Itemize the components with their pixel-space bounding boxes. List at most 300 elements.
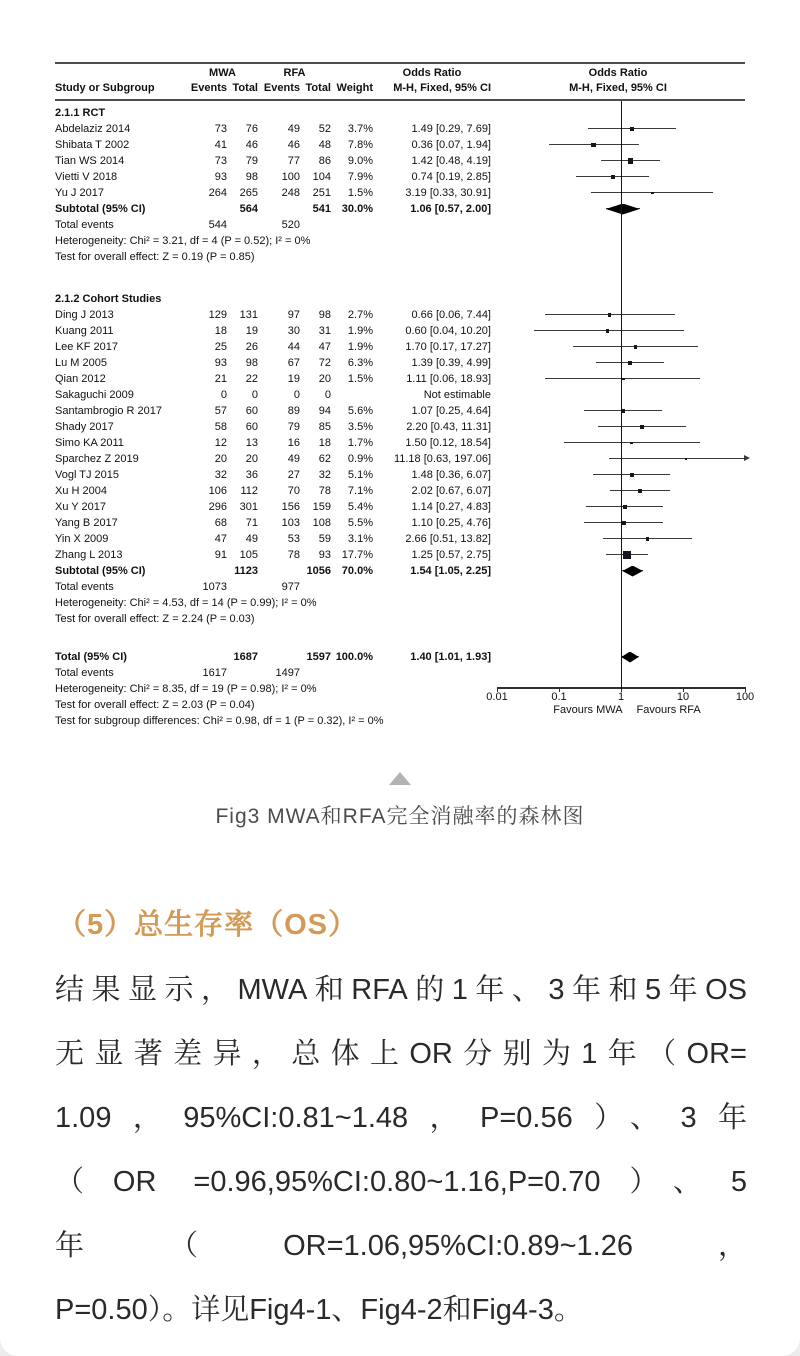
or-ci-text: 11.18 [0.63, 197.06] [393,453,491,465]
col-odds-ratio-plot: Odds Ratio [588,67,648,79]
rfa-total: 85 [318,421,331,433]
rfa-events: 97 [287,309,300,321]
mwa-events: 93 [214,171,227,183]
mwa-total: 49 [245,533,258,545]
rfa-events: 100 [281,171,300,183]
rfa-total: 62 [318,453,331,465]
rfa-events: 156 [281,501,300,513]
weight-value: 7.8% [347,139,373,151]
plot-cell [491,595,745,611]
col-odds-ratio: Odds Ratio [402,67,462,79]
plot-cell [491,105,745,121]
total-row [55,649,745,665]
study-row [55,169,745,185]
study-row [55,355,745,371]
or-ci-text: 1.70 [0.17, 17.27] [405,341,491,353]
ci-line [534,330,683,331]
mwa-total: 46 [245,139,258,151]
weight-value: 17.7% [341,549,373,561]
mwa-events: 68 [214,517,227,529]
or-ci-text: 1.48 [0.36, 6.07] [411,469,491,481]
rfa-events: 49 [287,123,300,135]
rfa-events: 19 [287,373,300,385]
weight-value: 1.5% [347,373,373,385]
mwa-total: 20 [245,453,258,465]
body-paragraph [55,958,747,1342]
col-group-mwa: MWA [209,67,236,79]
mwa-total: 26 [245,341,258,353]
rfa-total: 78 [318,485,331,497]
or-ci-text: 1.07 [0.25, 4.64] [411,405,491,417]
or-ci-text: 2.20 [0.43, 11.31] [406,421,491,433]
figure-caption: Fig3 MWA和RFA完全消融率的森林图 [215,805,585,828]
study-label: Vietti V 2018 [55,171,118,183]
rfa-events: 89 [287,405,300,417]
study-label: Kuang 2011 [55,325,114,337]
weight-value: 3.5% [347,421,373,433]
rfa-total: 1056 [306,565,331,577]
rfa-events: 27 [287,469,300,481]
mwa-events: 20 [214,453,227,465]
point-estimate-marker [630,127,634,131]
mwa-events: 47 [214,533,227,545]
subgroup-label: 2.1.2 Cohort Studies [55,293,162,305]
mwa-total [227,217,258,233]
rfa-events: 53 [287,533,300,545]
mwa-total: 76 [245,123,258,135]
summary-diamond [621,652,638,663]
col-study-subgroup: Study or Subgroup [55,82,155,94]
point-estimate-marker [606,329,609,332]
weight-value: 5.5% [347,517,373,529]
weight-value: 7.1% [347,485,373,497]
weight-value: 6.3% [347,357,373,369]
or-ci-text: 1.54 [1.05, 2.25] [410,565,491,577]
mwa-total [227,579,258,595]
note-row [55,233,745,249]
plot-cell [491,355,745,371]
study-label: Tian WS 2014 [55,155,125,167]
plot-cell [491,217,745,233]
study-label: Shady 2017 [55,421,114,433]
mwa-total: 1123 [234,565,258,577]
plot-cell [491,291,745,307]
rfa-total: 159 [312,501,331,513]
rfa-events: 103 [281,517,300,529]
plot-cell [491,323,745,339]
plot-cell [491,579,745,595]
paragraph-line: 结果显示，MWA和RFA的1年、3年和5年OS [55,974,747,1006]
col-weight: Weight [336,82,373,94]
point-estimate-marker [634,345,637,348]
rfa-events: 248 [281,187,300,199]
study-label: Yang B 2017 [55,517,118,529]
axis-tick-label: 10 [676,691,690,703]
study-row [55,403,745,419]
or-ci-text [373,579,491,595]
axis-tick-label: 1 [617,691,625,703]
weight-value: 5.1% [347,469,373,481]
point-estimate-marker [623,505,627,509]
rfa-events: 30 [287,325,300,337]
mwa-total: 105 [239,549,258,561]
weight-value: 3.1% [347,533,373,545]
study-label: Qian 2012 [55,373,106,385]
study-label: Lu M 2005 [55,357,107,369]
mwa-total: 265 [239,187,258,199]
mwa-events: 93 [214,357,227,369]
point-estimate-marker [685,458,688,461]
mwa-events: 73 [214,155,227,167]
mwa-events: 21 [214,373,227,385]
or-ci-text: 1.50 [0.12, 18.54] [405,437,491,449]
mwa-events: 296 [208,501,227,513]
plot-cell [491,451,745,467]
rfa-events: 67 [287,357,300,369]
mwa-total: 60 [245,405,258,417]
study-row [55,451,745,467]
events-row [55,579,745,595]
study-label: Sakaguchi 2009 [55,389,134,401]
rfa-total: 94 [318,405,331,417]
mwa-total: 564 [239,203,258,215]
weight-value: 7.9% [347,171,373,183]
study-row [55,339,745,355]
rfa-events: 46 [287,139,300,151]
col-group-rfa: RFA [283,67,306,79]
col-events-mwa: Events [190,82,227,94]
or-ci-text: 1.49 [0.29, 7.69] [411,123,491,135]
rfa-total: 251 [312,187,331,199]
study-row [55,371,745,387]
study-label: Total events [55,219,114,231]
study-row [55,483,745,499]
or-ci-text: 1.10 [0.25, 4.76] [411,517,491,529]
study-label: Abdelaziz 2014 [55,123,131,135]
weight-value: 1.9% [347,341,373,353]
plot-cell [491,121,745,137]
or-ci-text: 0.36 [0.07, 1.94] [411,139,491,151]
weight-value: 70.0% [341,565,373,577]
or-ci-text [373,665,491,681]
or-ci-text [373,217,491,233]
summary-diamond [606,204,640,215]
plot-cell [491,249,745,265]
weight-value: 2.7% [347,309,373,321]
mwa-total: 19 [245,325,258,337]
favours-labels [553,704,700,716]
mwa-total: 60 [245,421,258,433]
arrow-right-icon [744,455,750,461]
events-row [55,665,745,681]
col-total-rfa: Total [305,82,331,94]
rfa-total: 59 [318,533,331,545]
point-estimate-marker [628,361,632,365]
mwa-total: 1687 [233,651,258,663]
mwa-events: 57 [214,405,227,417]
mwa-events: 18 [214,325,227,337]
weight-value: 3.7% [347,123,373,135]
subtotal-row [55,201,745,217]
study-label: Shibata T 2002 [55,139,130,151]
plot-cell [491,611,745,627]
study-row [55,435,745,451]
plot-cell [491,185,745,201]
plot-cell [491,153,745,169]
summary-diamond [622,566,643,577]
plot-cell [491,419,745,435]
study-row [55,531,745,547]
or-ci-text: 2.66 [0.51, 13.82] [405,533,491,545]
rfa-events: 16 [287,437,300,449]
rfa-total [300,665,331,681]
mwa-events [187,201,227,217]
mwa-total: 112 [240,485,258,497]
rfa-events: 1497 [275,667,300,679]
study-label: Lee KF 2017 [55,341,118,353]
point-estimate-marker [591,143,596,148]
weight-value [331,387,373,403]
plot-cell [491,649,745,665]
col-total-mwa: Total [232,82,258,94]
mwa-total: 98 [245,171,258,183]
or-ci-text: 1.42 [0.48, 4.19] [411,155,491,167]
rfa-events: 520 [281,219,300,231]
stats-text: Test for overall effect: Z = 2.03 (P = 0.04) [55,699,255,711]
note-row [55,595,745,611]
weight-value: 5.4% [347,501,373,513]
rfa-events: 70 [287,485,300,497]
plot-cell [491,201,745,217]
study-row [55,547,745,563]
plot-cell [491,483,745,499]
subtotal-row [55,563,745,579]
collapse-triangle-icon[interactable] [389,772,411,785]
weight-value: 1.5% [347,187,373,199]
or-ci-text: 0.60 [0.04, 10.20] [405,325,491,337]
study-row [55,419,745,435]
plot-cell [491,169,745,185]
study-label: Total events [55,581,114,593]
group-row [55,291,745,307]
paragraph-line: 1.09，95%CI:0.81~1.48，P=0.56）、3年 [55,1102,747,1134]
mwa-events: 264 [208,187,227,199]
study-label: Xu H 2004 [55,485,107,497]
point-estimate-marker [623,551,630,558]
forest-plot-figure [55,62,755,729]
rfa-events: 78 [287,549,300,561]
rfa-total: 0 [324,389,331,401]
mwa-events: 1617 [202,667,227,679]
mwa-events: 129 [208,309,227,321]
weight-value: 1.9% [347,325,373,337]
plot-cell [491,137,745,153]
paragraph-line: P=0.50）。详见Fig4-1、Fig4-2和Fig4-3。 [55,1294,583,1326]
weight-value [331,665,373,681]
mwa-events: 106 [208,485,227,497]
point-estimate-marker [622,378,625,381]
study-row [55,323,745,339]
mwa-total [227,665,258,681]
study-label: Santambrogio R 2017 [55,405,163,417]
rfa-events: 49 [287,453,300,465]
rfa-total: 98 [318,309,331,321]
point-estimate-marker [630,473,634,477]
rfa-total [300,217,331,233]
study-label: Total (95% CI) [55,651,127,663]
mwa-total: 301 [239,501,258,513]
weight-value: 100.0% [335,651,373,663]
weight-value: 5.6% [347,405,373,417]
rfa-total: 104 [312,171,331,183]
rfa-total: 31 [318,325,331,337]
forest-plot-header [55,62,745,101]
mwa-events: 91 [214,549,227,561]
rfa-total: 18 [318,437,331,449]
plot-cell [491,371,745,387]
rfa-total: 52 [318,123,331,135]
weight-value [331,217,373,233]
study-row [55,137,745,153]
or-ci-text: Not estimable [423,389,491,401]
study-row [55,185,745,201]
point-estimate-marker [651,192,654,195]
favours-rfa-label: Favours RFA [636,704,701,716]
weight-value: 9.0% [347,155,373,167]
mwa-events: 41 [214,139,227,151]
section-heading: （5）总生存率（OS） [57,909,359,941]
plot-cell [491,531,745,547]
plot-cell [491,499,745,515]
rfa-events: 0 [293,389,300,401]
or-ci-text: 1.40 [1.01, 1.93] [410,651,491,663]
study-label: Total events [55,667,114,679]
plot-cell [491,563,745,579]
rfa-events: 977 [281,581,300,593]
study-label: Vogl TJ 2015 [55,469,120,481]
study-row [55,515,745,531]
col-mh-fixed-ci: M-H, Fixed, 95% CI [393,82,491,94]
study-label: Ding J 2013 [55,309,114,321]
point-estimate-marker [608,313,611,316]
or-ci-text: 1.39 [0.39, 4.99] [411,357,491,369]
rfa-events: 44 [287,341,300,353]
ci-line [609,458,745,459]
stats-text: Heterogeneity: Chi² = 8.35, df = 19 (P = 0.98); I² = 0% [55,683,317,695]
or-ci-text: 0.66 [0.06, 7.44] [411,309,491,321]
point-estimate-marker [630,442,633,445]
rfa-total: 20 [318,373,331,385]
mwa-events: 1073 [202,581,227,593]
forest-plot-body [55,101,755,729]
mwa-total: 22 [245,373,258,385]
spacer-row [55,627,745,649]
plot-cell [491,307,745,323]
stats-text: Heterogeneity: Chi² = 4.53, df = 14 (P = 0.99); I² = 0% [55,597,317,609]
plot-cell [491,403,745,419]
null-effect-line [621,101,622,689]
rfa-events [258,649,300,665]
point-estimate-marker [611,175,616,180]
mwa-events: 0 [220,389,227,401]
stats-text: Heterogeneity: Chi² = 3.21, df = 4 (P = 0.52); I² = 0% [55,235,311,247]
stats-text: Test for subgroup differences: Chi² = 0.98, df = 1 (P = 0.32), I² = 0% [55,715,384,727]
point-estimate-marker [628,158,633,163]
mwa-events: 32 [214,469,227,481]
rfa-total [300,579,331,595]
col-events-rfa: Events [263,82,300,94]
mwa-events [187,649,227,665]
x-axis [486,687,755,731]
rfa-total: 86 [318,155,331,167]
rfa-total: 1597 [306,651,331,663]
weight-value [331,579,373,595]
rfa-total: 541 [312,203,331,215]
plot-cell [491,339,745,355]
mwa-total: 36 [245,469,258,481]
mwa-total: 0 [251,389,258,401]
study-label: Subtotal (95% CI) [55,203,146,215]
mwa-total: 79 [245,155,258,167]
weight-value: 1.7% [347,437,373,449]
study-label: Subtotal (95% CI) [55,565,146,577]
study-row [55,307,745,323]
or-ci-text: 1.06 [0.57, 2.00] [410,203,491,215]
plot-cell [491,665,745,681]
mwa-total: 71 [245,517,258,529]
stats-text: Test for overall effect: Z = 2.24 (P = 0.03) [55,613,255,625]
mwa-events: 25 [214,341,227,353]
group-row [55,105,745,121]
mwa-total: 13 [245,437,258,449]
paragraph-line: 年（OR=1.06,95%CI:0.89~1.26， [55,1230,747,1262]
rfa-events: 77 [287,155,300,167]
rfa-total: 48 [318,139,331,151]
subgroup-label: 2.1.1 RCT [55,107,106,119]
study-row [55,121,745,137]
stats-text: Test for overall effect: Z = 0.19 (P = 0.85) [55,251,255,263]
note-row [55,249,745,265]
or-ci-text: 1.25 [0.57, 2.75] [411,549,491,561]
rfa-events [258,201,300,217]
study-row [55,467,745,483]
spacer-row [55,265,745,291]
axis-tick-label: 0.1 [551,691,567,703]
mwa-events: 544 [208,219,227,231]
mwa-events [187,563,227,579]
study-row [55,387,745,403]
plot-cell [491,387,745,403]
study-label: Sparchez Z 2019 [55,453,139,465]
study-label: Simo KA 2011 [55,437,124,449]
col-mh-fixed-ci-plot: M-H, Fixed, 95% CI [569,82,667,94]
mwa-events: 73 [214,123,227,135]
rfa-events [258,563,300,579]
study-label: Xu Y 2017 [55,501,106,513]
rfa-total: 93 [318,549,331,561]
paragraph-line: （OR =0.96,95%CI:0.80~1.16,P=0.70）、5 [55,1166,747,1198]
rfa-events: 79 [287,421,300,433]
rfa-total: 108 [312,517,331,529]
plot-cell [491,435,745,451]
or-ci-text: 1.11 [0.06, 18.93] [406,373,491,385]
paragraph-line: 无显著差异，总体上OR分别为1年（OR= [55,1038,747,1070]
favours-mwa-label: Favours MWA [553,704,623,716]
mwa-total: 131 [239,309,258,321]
axis-tick-label: 100 [735,691,755,703]
plot-cell [491,515,745,531]
plot-cell [491,233,745,249]
